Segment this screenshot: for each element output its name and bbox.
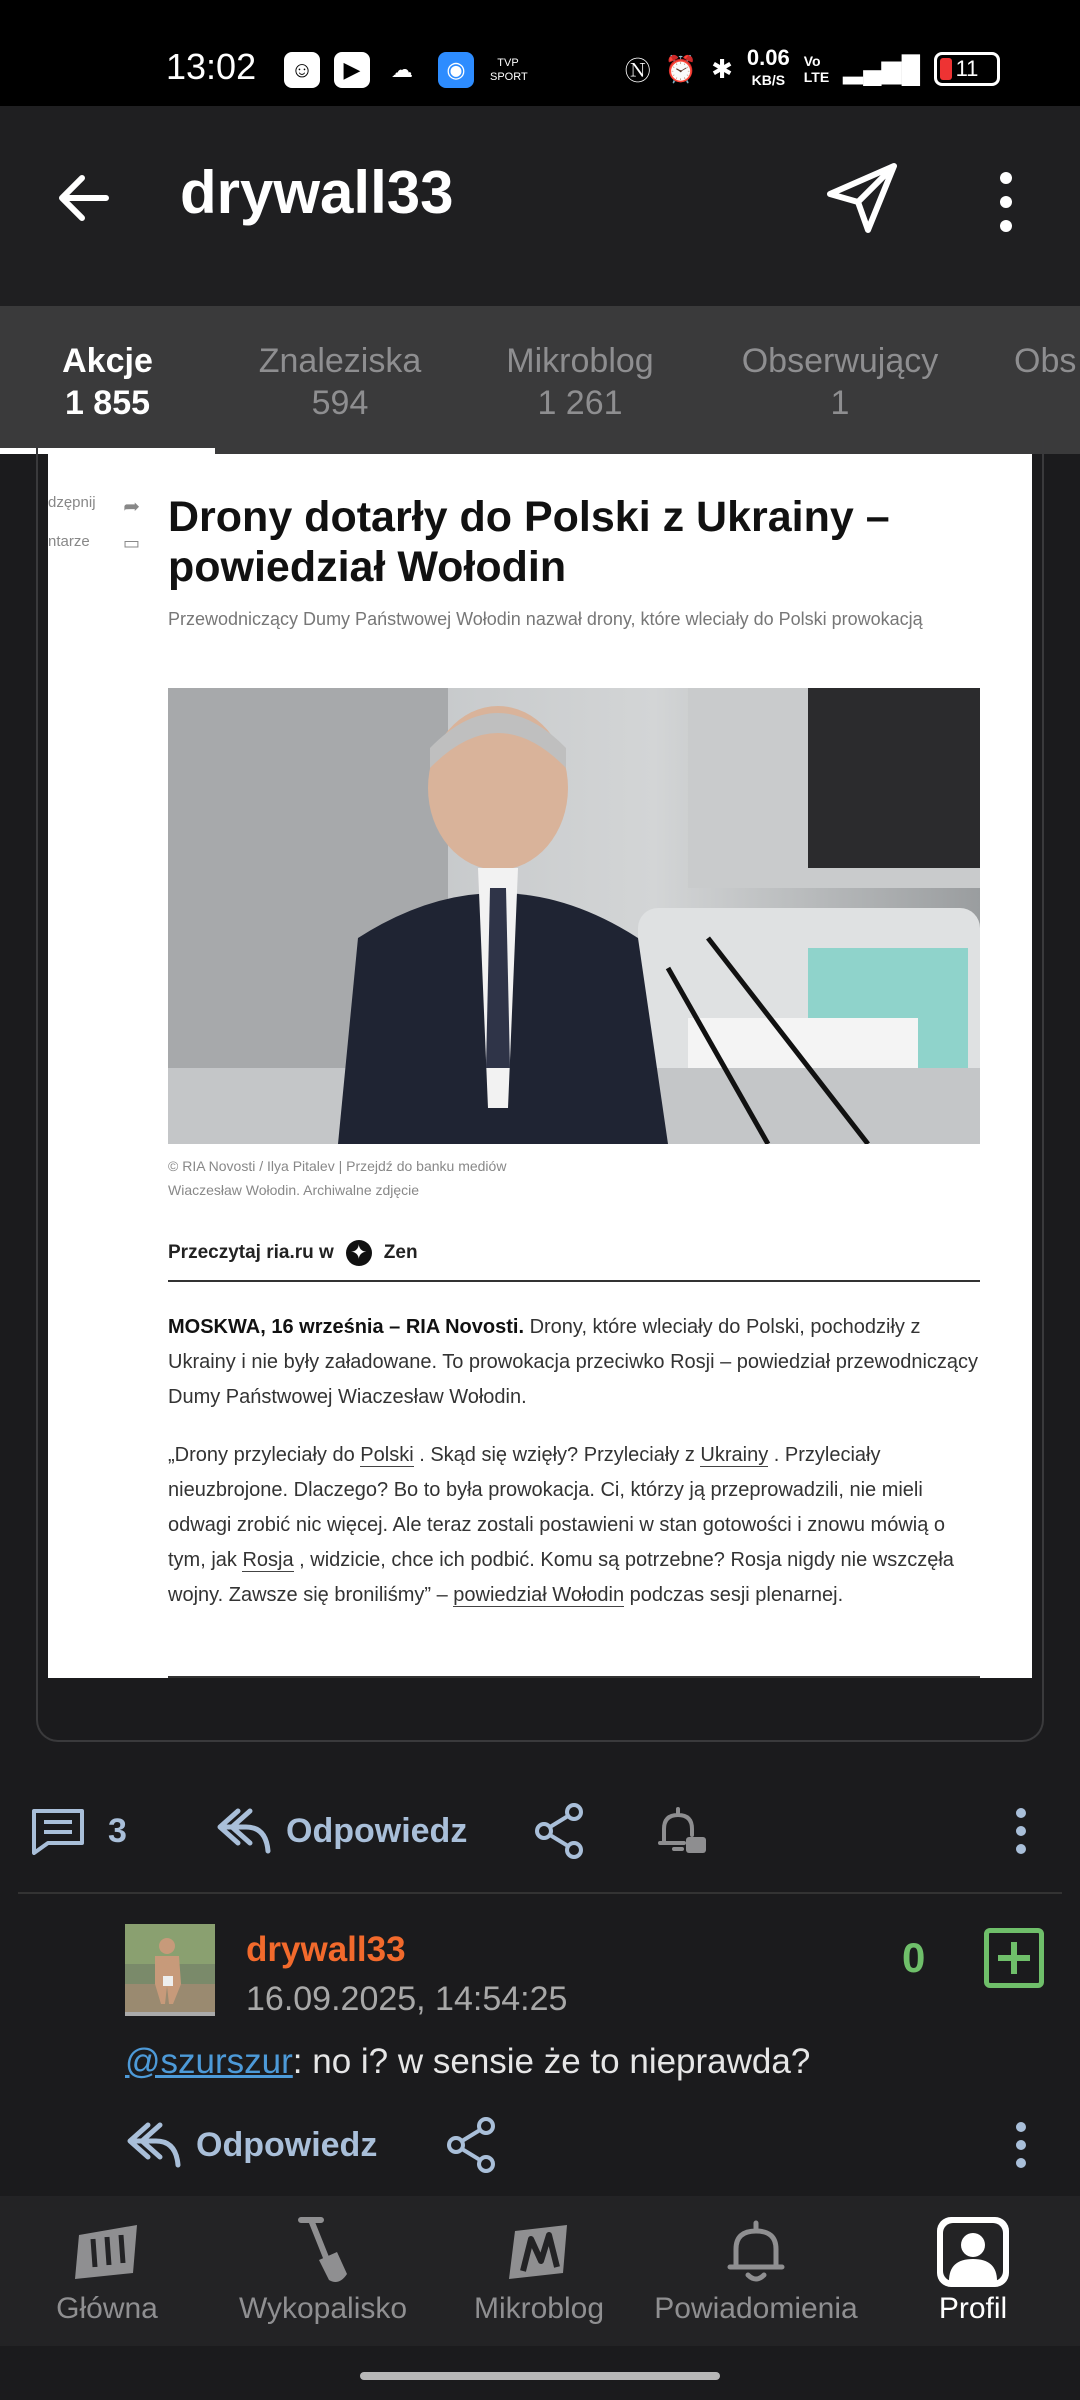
post-actions xyxy=(0,1786,1080,1876)
read-on-zen: Przeczytaj ria.ru w ✦ Zen xyxy=(168,1242,418,1264)
shovel-icon xyxy=(293,2216,353,2288)
mikroblog-icon xyxy=(501,2221,577,2283)
signal-icon: ▂▄▆█ xyxy=(843,53,920,84)
comment-reply-button[interactable]: Odpowiedz xyxy=(126,2100,377,2190)
article-subtitle: Przewodniczący Dumy Państwowej Wołodin nazwał drony, które wleciały do Polski prowokacją xyxy=(168,609,923,629)
alarm-icon: ⏰ xyxy=(664,53,698,84)
tvp-sport-icon: TVP SPORT xyxy=(490,57,528,83)
upvote-plus-icon[interactable] xyxy=(984,1928,1044,1988)
nav-powiadomienia[interactable]: Powiadomienia xyxy=(650,2212,862,2326)
share-icon: ➦ xyxy=(123,496,140,518)
status-bar xyxy=(0,0,1080,106)
gesture-bar xyxy=(0,2346,1080,2400)
volte-icon: Vo LTE xyxy=(803,53,830,85)
comment-author[interactable]: drywall33 xyxy=(246,1930,406,1969)
article-side-tools: dzępnij ➦ ntarze ▭ xyxy=(48,494,140,553)
article-lead: MOSKWA, 16 września – RIA Novosti. Drony, które wleciały do Polski, pochodziły z Ukrainy i nie były załadowane. To prowokacja przeciwko Rosji – powiedział przewodniczący Dumy Państwowej Wiaczesław Wołodin. xyxy=(168,1316,979,1408)
home-indicator[interactable] xyxy=(360,2372,720,2380)
nav-wykopalisko[interactable]: Wykopalisko xyxy=(218,2212,428,2326)
tab-mikroblog[interactable]: Mikroblog 1 261 xyxy=(506,342,654,422)
article-quote: „Drony przyleciały do Polski . Skąd się wzięły? Przyleciały z Ukrainy . Przyleciały nieuzbrojone. Dlaczego? Bo to była prowokacja. Ci, którzy ją przeprowadzili, nie mieli odwagi zrobić nic więcej. Ale teraz zostali postawieni w stan gotowości i znowu mówią o tym, jak Rosja , widzicie, chce ich podbić. Komu są potrzebne? Rosja nigdy nie wszczęła wojny. Zawsze się broniliśmy” – powiedział Wołodin podczas sesji plenarnej. xyxy=(168,1444,954,1606)
share-button[interactable] xyxy=(532,1786,586,1876)
notify-button[interactable] xyxy=(654,1786,710,1876)
status-indicators xyxy=(624,45,1000,90)
divider xyxy=(168,1280,980,1282)
nav-profil[interactable]: Profil xyxy=(868,2212,1078,2326)
youtube-icon: ▶ xyxy=(334,52,370,88)
status-time: 13:02 xyxy=(166,46,257,87)
tab-akcje[interactable]: Akcje 1 855 xyxy=(62,342,153,422)
zen-logo-icon: ✦ xyxy=(346,1240,372,1266)
reply-icon xyxy=(126,2119,182,2171)
tab-obserwujacy[interactable]: Obserwujący 1 xyxy=(741,342,939,422)
maps-icon: ◉ xyxy=(438,52,474,88)
back-arrow-icon[interactable] xyxy=(52,166,116,230)
network-speed: 0.06 KB/S xyxy=(746,45,790,88)
avatar[interactable] xyxy=(125,1924,215,2016)
nav-glowna[interactable]: Główna xyxy=(2,2212,212,2326)
comment-actions xyxy=(0,2100,1080,2190)
reply-icon xyxy=(216,1805,272,1857)
article-photo xyxy=(168,688,980,1144)
mention-link[interactable]: @szurszur xyxy=(125,2042,293,2081)
comments-button[interactable]: 3 xyxy=(30,1786,127,1876)
comment-share-button[interactable] xyxy=(444,2100,498,2190)
tab-znaleziska[interactable]: Znaleziska 594 xyxy=(258,342,422,422)
app-bar xyxy=(0,106,1080,306)
nav-mikroblog[interactable]: Mikroblog xyxy=(434,2212,644,2326)
post-more-button[interactable] xyxy=(1006,1786,1036,1876)
more-options-icon xyxy=(1006,1801,1036,1861)
share-icon xyxy=(532,1802,586,1860)
notification-bell-icon xyxy=(654,1803,710,1859)
photo-caption: © RIA Novosti / Ilya Pitalev | Przejdź do banku mediów Wiaczesław Wołodin. Archiwalne zdjęcie xyxy=(168,1158,507,1198)
app-notification-icon: ☺ xyxy=(284,52,320,88)
comment-text: @szurszur: no i? w sensie że to nieprawda? xyxy=(125,2042,811,2081)
profile-icon xyxy=(935,2215,1011,2289)
wykop-home-icon xyxy=(69,2221,145,2283)
tab-obserwowani[interactable]: Obs xyxy=(1014,342,1077,380)
divider xyxy=(18,1892,1062,1894)
comment-more-button[interactable] xyxy=(1006,2100,1036,2190)
nfc-icon: Ⓝ xyxy=(624,55,651,86)
comments-icon xyxy=(30,1807,86,1855)
battery-icon: 11 xyxy=(934,52,1000,86)
comment-icon: ▭ xyxy=(122,533,140,553)
divider xyxy=(168,1676,980,1678)
vote-score: 0 xyxy=(902,1934,926,1981)
bottom-navigation xyxy=(0,2196,1080,2346)
profile-tabs xyxy=(0,306,1080,454)
embedded-article-image[interactable] xyxy=(48,454,1032,1678)
bluetooth-icon: ✱ xyxy=(711,53,733,84)
more-options-icon[interactable] xyxy=(986,162,1026,242)
send-message-icon[interactable] xyxy=(822,158,902,238)
share-icon xyxy=(444,2116,498,2174)
more-options-icon xyxy=(1006,2115,1036,2175)
bell-icon xyxy=(726,2219,786,2285)
article-title: Drony dotarły do Polski z Ukrainy – powiedział Wołodin xyxy=(168,493,890,591)
cloud-icon: ☁ xyxy=(391,57,413,82)
page-title: drywall33 xyxy=(180,159,454,226)
comment-date: 16.09.2025, 14:54:25 xyxy=(246,1980,568,2018)
reply-button[interactable]: Odpowiedz xyxy=(216,1786,467,1876)
